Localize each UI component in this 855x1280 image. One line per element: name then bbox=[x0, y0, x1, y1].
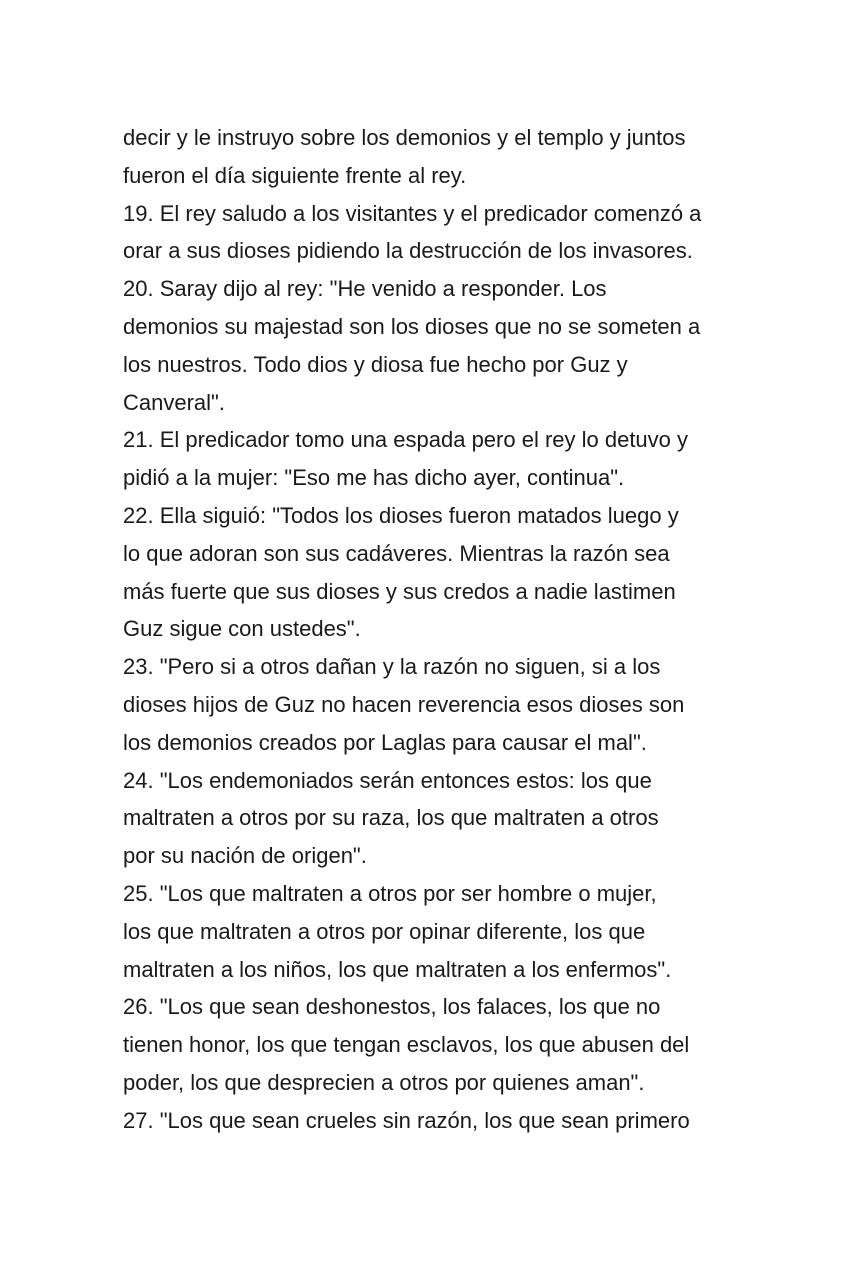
text-line: decir y le instruyo sobre los demonios y el templo y juntos bbox=[123, 125, 686, 150]
text-line: 20. Saray dijo al rey: "He venido a responder. Los bbox=[123, 276, 607, 302]
text-line: Canveral". bbox=[123, 389, 225, 415]
text-line: 25. "Los que maltraten a otros por ser hombre o mujer, bbox=[123, 880, 657, 906]
text-line: Guz sigue con ustedes". bbox=[123, 616, 361, 642]
text-line: los demonios creados por Laglas para causar el mal". bbox=[123, 729, 647, 755]
text-line: dioses hijos de Guz no hacen reverencia esos dioses son bbox=[123, 691, 685, 717]
text-line: 27. "Los que sean crueles sin razón, los que sean primero bbox=[123, 1107, 690, 1133]
text-line: 26. "Los que sean deshonestos, los falaces, los que no bbox=[123, 994, 661, 1020]
text-line: 24. "Los endemoniados serán entonces estos: los que bbox=[123, 767, 652, 793]
body-text bbox=[123, 119, 743, 1140]
text-line: por su nación de origen". bbox=[123, 843, 367, 869]
text-line: orar a sus dioses pidiendo la destrucción de los invasores. bbox=[123, 238, 693, 264]
text-line: 19. El rey saludo a los visitantes y el predicador comenzó a bbox=[123, 200, 702, 226]
text-line: 21. El predicador tomo una espada pero el rey lo detuvo y bbox=[123, 427, 689, 453]
text-line: fueron el día siguiente frente al rey. bbox=[123, 162, 467, 188]
text-line: pidió a la mujer: "Eso me has dicho ayer, continua". bbox=[123, 465, 625, 491]
text-line: los que maltraten a otros por opinar diferente, los que bbox=[123, 918, 646, 944]
text-line: 23. "Pero si a otros dañan y la razón no siguen, si a los bbox=[123, 654, 661, 680]
text-line: lo que adoran son sus cadáveres. Mientras la razón sea bbox=[123, 540, 670, 566]
text-line: poder, los que desprecien a otros por quienes aman". bbox=[123, 1069, 645, 1095]
text-line: 22. Ella siguió: "Todos los dioses fueron matados luego y bbox=[123, 502, 679, 528]
text-line: maltraten a los niños, los que maltraten a los enfermos". bbox=[123, 956, 672, 982]
text-line: maltraten a otros por su raza, los que maltraten a otros bbox=[123, 805, 659, 831]
text-line: los nuestros. Todo dios y diosa fue hecho por Guz y bbox=[123, 351, 628, 377]
text-line: demonios su majestad son los dioses que no se someten a bbox=[123, 313, 701, 339]
text-line: más fuerte que sus dioses y sus credos a nadie lastimen bbox=[123, 578, 676, 604]
text-line: tienen honor, los que tengan esclavos, los que abusen del bbox=[123, 1032, 690, 1058]
